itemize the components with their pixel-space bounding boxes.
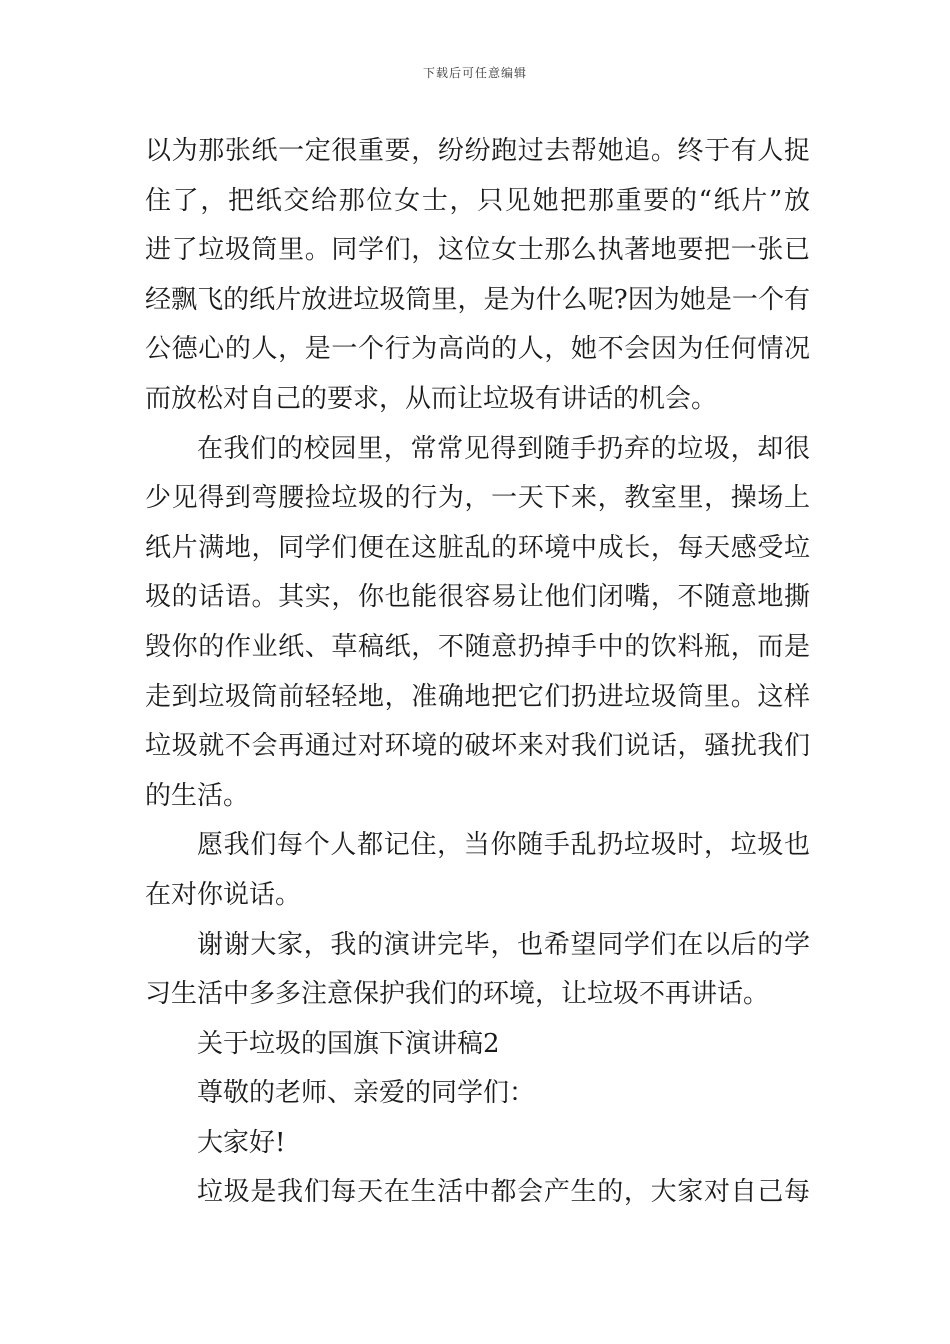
text-line: 垃圾就不会再通过对环境的破坏来对我们说话，骚扰我们 xyxy=(145,731,810,762)
salutation: 尊敬的老师、亲爱的同学们： xyxy=(197,1078,536,1109)
text-line: 垃圾是我们每天在生活中都会产生的，大家对自己每 xyxy=(197,1177,810,1208)
body-text xyxy=(145,127,810,1218)
text-line: 愿我们每个人都记住，当你随手乱扔垃圾时，垃圾也 xyxy=(197,830,810,861)
text-line: 纸片满地，同学们便在这脏乱的环境中成长，每天感受垃 xyxy=(145,532,810,563)
text-line: 以为那张纸一定很重要，纷纷跑过去帮她追。终于有人捉 xyxy=(145,136,810,166)
text-line: 少见得到弯腰捡垃圾的行为，一天下来，教室里，操场上 xyxy=(145,483,810,514)
text-line: 而放松对自己的要求，从而让垃圾有讲话的机会。 xyxy=(145,383,718,414)
text-line: 圾的话语。其实，你也能很容易让他们闭嘴，不随意地撕 xyxy=(145,582,810,613)
text-line: 谢谢大家，我的演讲完毕，也希望同学们在以后的学 xyxy=(197,929,810,960)
section-title: 关于垃圾的国旗下演讲稿2 xyxy=(197,1028,500,1059)
text-line: 毁你的作业纸、草稿纸，不随意扔掉手中的饮料瓶，而是 xyxy=(145,631,810,662)
text-line: 公德心的人，是一个行为高尚的人，她不会因为任何情况 xyxy=(145,334,810,365)
text-line: 习生活中多多注意保护我们的环境，让垃圾不再讲话。 xyxy=(145,979,770,1010)
text-line: 走到垃圾筒前轻轻地，准确地把它们扔进垃圾筒里。这样 xyxy=(145,681,810,712)
text-line: 在我们的校园里，常常见得到随手扔弃的垃圾，却很 xyxy=(197,433,810,464)
text-line: 在对你说话。 xyxy=(145,879,302,910)
text-line: 住了，把纸交给那位女士，只见她把那重要的“纸片”放 xyxy=(145,185,810,216)
page-header: 下载后可任意编辑 xyxy=(422,66,527,80)
text-line: 的生活。 xyxy=(145,780,250,811)
text-line: 进了垃圾筒里。同学们，这位女士那么执著地要把一张已 xyxy=(145,235,810,266)
text-line: 经飘飞的纸片放进垃圾筒里，是为什么呢?因为她是一个有 xyxy=(145,284,810,315)
greeting: 大家好! xyxy=(197,1127,286,1158)
